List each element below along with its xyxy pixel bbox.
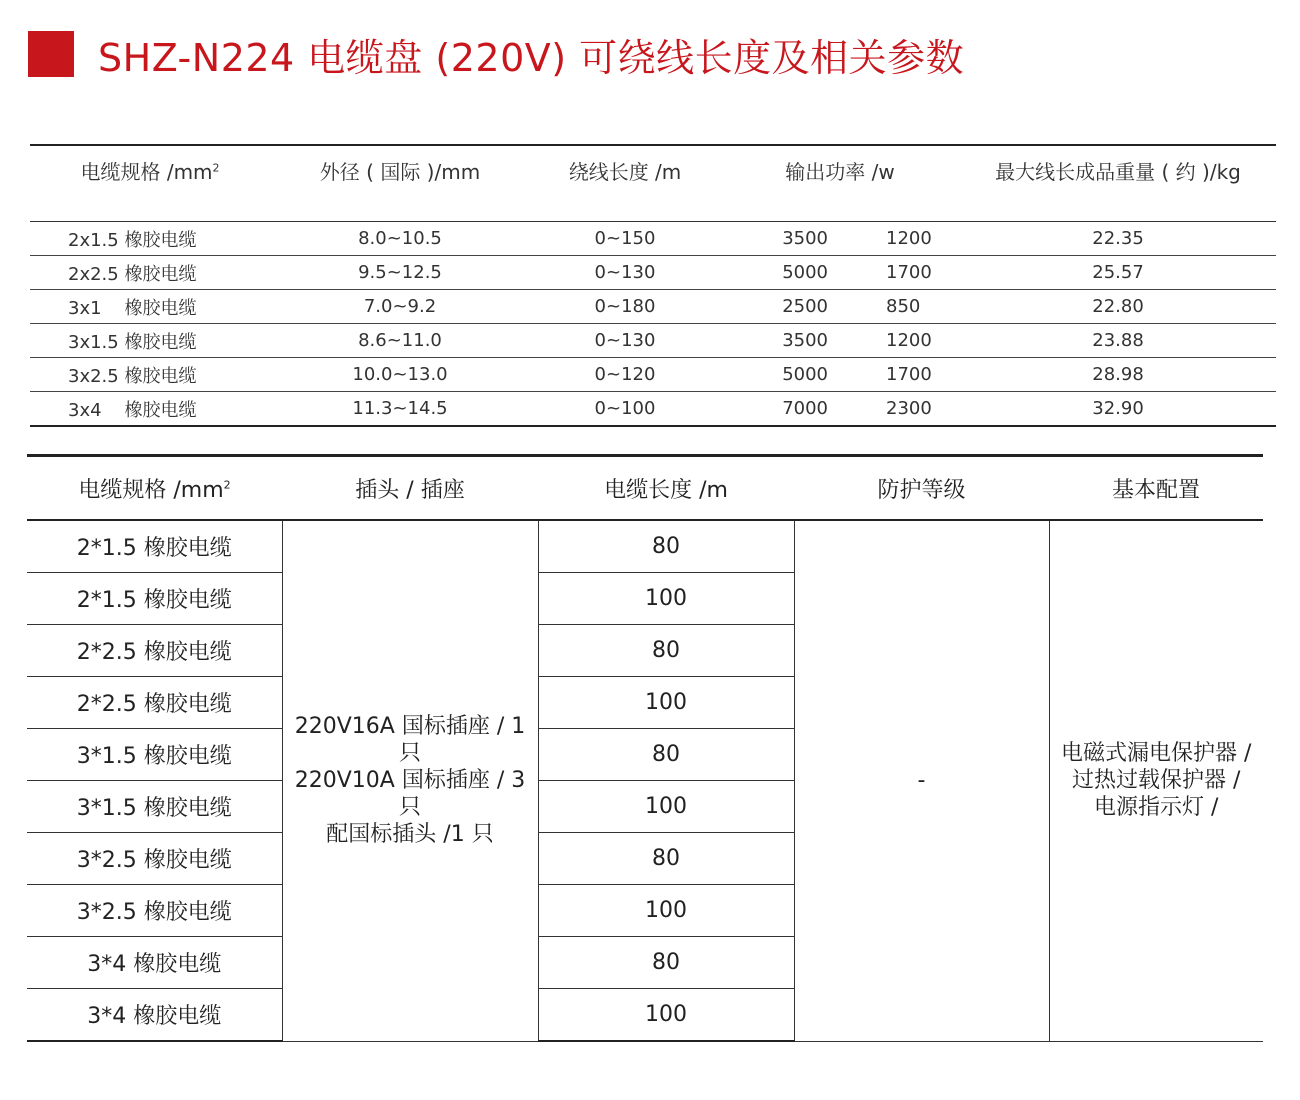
config-line: 过热过载保护器 / bbox=[1072, 768, 1241, 794]
cell-weight: 22.35 bbox=[960, 222, 1276, 256]
cell-spec: 3*4 橡胶电缆 bbox=[27, 989, 282, 1042]
cell-basic-config bbox=[1049, 520, 1263, 1041]
cell-power-a: 7000 bbox=[720, 392, 840, 427]
cell-spec: 3*4 橡胶电缆 bbox=[27, 937, 282, 989]
cell-cable-length: 80 bbox=[538, 520, 794, 573]
cell-diameter: 9.5~12.5 bbox=[270, 256, 530, 290]
cell-spec: 3*1.5 橡胶电缆 bbox=[27, 729, 282, 781]
header-plug-socket: 插头 / 插座 bbox=[282, 456, 538, 521]
cell-plug-socket bbox=[282, 520, 538, 1041]
cell-winding-length: 0~180 bbox=[530, 290, 720, 324]
cell-power-b: 2300 bbox=[840, 392, 960, 427]
cell-diameter: 11.3~14.5 bbox=[270, 392, 530, 427]
cell-power-a: 3500 bbox=[720, 222, 840, 256]
plug-socket-line: 220V16A 国标插座 / 1 bbox=[294, 714, 526, 740]
cell-power-b: 1200 bbox=[840, 324, 960, 358]
cell-spec: 2*1.5 橡胶电缆 bbox=[27, 573, 282, 625]
page-title: SHZ-N224 电缆盘 (220V) 可绕线长度及相关参数 bbox=[98, 35, 965, 80]
table-row bbox=[27, 520, 1263, 573]
table-header-row bbox=[30, 145, 1276, 222]
cell-weight: 23.88 bbox=[960, 324, 1276, 358]
table-row bbox=[30, 256, 1276, 290]
cell-power-a: 3500 bbox=[720, 324, 840, 358]
header-weight: 最大线长成品重量 ( 约 )/kg bbox=[960, 145, 1276, 222]
configuration-table bbox=[27, 454, 1263, 1042]
page-header bbox=[28, 30, 964, 78]
table-row bbox=[30, 324, 1276, 358]
cell-winding-length: 0~100 bbox=[530, 392, 720, 427]
table-header-row bbox=[27, 456, 1263, 521]
cell-spec: 3x4 橡胶电缆 bbox=[30, 392, 270, 427]
cell-spec: 3x1 橡胶电缆 bbox=[30, 290, 270, 324]
table-row bbox=[30, 290, 1276, 324]
plug-socket-line: 220V10A 国标插座 / 3 bbox=[294, 768, 526, 794]
table-row bbox=[30, 358, 1276, 392]
header-diameter: 外径 ( 国际 )/mm bbox=[270, 145, 530, 222]
cell-cable-length: 80 bbox=[538, 937, 794, 989]
cell-power-a: 5000 bbox=[720, 256, 840, 290]
cell-spec: 3*2.5 橡胶电缆 bbox=[27, 833, 282, 885]
cell-spec: 2*2.5 橡胶电缆 bbox=[27, 625, 282, 677]
config-line: 电源指示灯 / bbox=[1094, 795, 1219, 821]
cell-cable-length: 80 bbox=[538, 625, 794, 677]
cell-power-b: 1200 bbox=[840, 222, 960, 256]
title-marker bbox=[28, 31, 74, 77]
cell-winding-length: 0~150 bbox=[530, 222, 720, 256]
cell-power-a: 2500 bbox=[720, 290, 840, 324]
cell-weight: 22.80 bbox=[960, 290, 1276, 324]
cell-power-a: 5000 bbox=[720, 358, 840, 392]
cell-winding-length: 0~130 bbox=[530, 256, 720, 290]
winding-parameters-table bbox=[30, 144, 1276, 427]
plug-socket-line: 只 bbox=[398, 795, 421, 821]
cell-diameter: 8.6~11.0 bbox=[270, 324, 530, 358]
cell-cable-length: 80 bbox=[538, 729, 794, 781]
config-line: 电磁式漏电保护器 / bbox=[1061, 741, 1252, 767]
cell-protection-level: - bbox=[794, 520, 1049, 1041]
cell-spec: 2*1.5 橡胶电缆 bbox=[27, 520, 282, 573]
cell-diameter: 10.0~13.0 bbox=[270, 358, 530, 392]
cell-cable-length: 100 bbox=[538, 573, 794, 625]
cell-power-b: 850 bbox=[840, 290, 960, 324]
cell-weight: 25.57 bbox=[960, 256, 1276, 290]
cell-weight: 32.90 bbox=[960, 392, 1276, 427]
cell-spec: 3*2.5 橡胶电缆 bbox=[27, 885, 282, 937]
cell-winding-length: 0~130 bbox=[530, 324, 720, 358]
cell-spec: 3x1.5 橡胶电缆 bbox=[30, 324, 270, 358]
cell-spec: 2x2.5 橡胶电缆 bbox=[30, 256, 270, 290]
table-row bbox=[30, 392, 1276, 427]
header-spec: 电缆规格 $/mm^2$ bbox=[30, 145, 270, 222]
table-row bbox=[30, 222, 1276, 256]
header-output-power: 输出功率 /w bbox=[720, 145, 960, 222]
cell-spec: 3*1.5 橡胶电缆 bbox=[27, 781, 282, 833]
cell-spec: 3x2.5 橡胶电缆 bbox=[30, 358, 270, 392]
cell-cable-length: 100 bbox=[538, 989, 794, 1042]
cell-weight: 28.98 bbox=[960, 358, 1276, 392]
cell-power-b: 1700 bbox=[840, 256, 960, 290]
cell-cable-length: 100 bbox=[538, 677, 794, 729]
cell-power-b: 1700 bbox=[840, 358, 960, 392]
cell-diameter: 8.0~10.5 bbox=[270, 222, 530, 256]
header-winding-length: 绕线长度 /m bbox=[530, 145, 720, 222]
header-basic-config: 基本配置 bbox=[1049, 456, 1263, 521]
header-cable-length: 电缆长度 /m bbox=[538, 456, 794, 521]
header-protection-level: 防护等级 bbox=[794, 456, 1049, 521]
cell-spec: 2*2.5 橡胶电缆 bbox=[27, 677, 282, 729]
plug-socket-line: 配国标插头 /1 只 bbox=[326, 822, 494, 848]
cell-diameter: 7.0~9.2 bbox=[270, 290, 530, 324]
cell-winding-length: 0~120 bbox=[530, 358, 720, 392]
header-spec: 电缆规格 $/mm^2$ bbox=[27, 456, 282, 521]
plug-socket-line: 只 bbox=[398, 741, 421, 767]
cell-spec: 2x1.5 橡胶电缆 bbox=[30, 222, 270, 256]
cell-cable-length: 100 bbox=[538, 885, 794, 937]
cell-cable-length: 80 bbox=[538, 833, 794, 885]
cell-cable-length: 100 bbox=[538, 781, 794, 833]
